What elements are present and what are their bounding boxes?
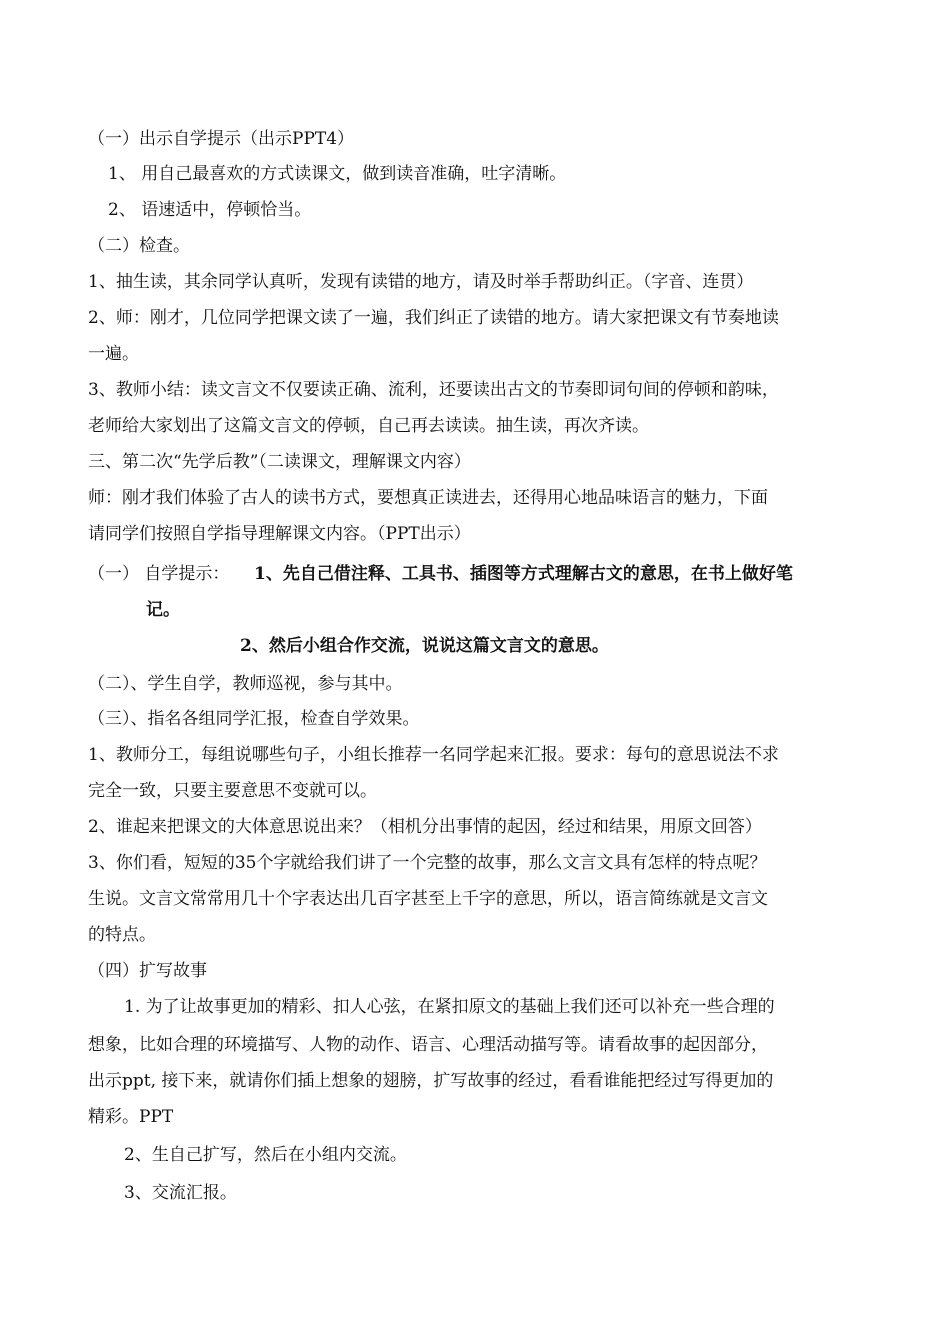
paragraph-line: 想象，比如合理的环境描写、人物的动作、语言、心理活动描写等。请看故事的起因部分， (88, 1035, 768, 1055)
list-item: 3、交流汇报。 (124, 1183, 237, 1203)
paragraph-line: 精彩。PPT (88, 1107, 174, 1127)
self-study-tip-2: 2、然后小组合作交流，说说这篇文言文的意思。 (240, 636, 609, 656)
paragraph-line: 的特点。 (88, 925, 156, 945)
section-heading: （二）、学生自学，教师巡视，参与其中。 (88, 674, 403, 694)
list-item: 2、生自己扩写，然后在小组内交流。 (124, 1145, 407, 1165)
paragraph-line: 师：刚才我们体验了古人的读书方式，要想真正读进去，还得用心地品味语言的魅力，下面 (88, 488, 768, 508)
paragraph-line: 完全一致，只要主要意思不变就可以。 (88, 781, 377, 801)
paragraph-line: 2、师：刚才，几位同学把课文读了一遍，我们纠正了读错的地方。请大家把课文有节奏地读 (88, 308, 779, 328)
paragraph-line: 3、你们看，短短的35个字就给我们讲了一个完整的故事，那么文言文具有怎样的特点呢？ (88, 853, 767, 873)
paragraph-line: 1、抽生读，其余同学认真听，发现有读错的地方，请及时举手帮助纠正。（字音、连贯） (88, 272, 754, 292)
paragraph-line: 1. 为了让故事更加的精彩、扣人心弦，在紧扣原文的基础上我们还可以补充一些合理的 (124, 997, 775, 1017)
list-item: 2、 语速适中，停顿恰当。 (108, 200, 312, 220)
section-heading: 三、第二次“先学后教”（二读课文，理解课文内容） (88, 452, 471, 472)
self-study-tip-1-cont: 记。 (146, 600, 180, 620)
section-heading: （一）出示自学提示（出示PPT4） (88, 129, 355, 149)
paragraph-line: 3、教师小结：读文言文不仅要读正确、流利，还要读出古文的节奏即词句间的停顿和韵味， (88, 380, 779, 400)
paragraph-line: 生说。文言文常常用几十个字表达出几百字甚至上千字的意思，所以，语言简练就是文言文 (88, 889, 768, 909)
section-heading: （三）、指名各组同学汇报，检查自学效果。 (88, 709, 420, 729)
self-study-tip-label: （一） 自学提示： (88, 564, 230, 584)
paragraph-line: 2、谁起来把课文的大体意思说出来？（相机分出事情的起因，经过和结果，用原文回答） (88, 817, 762, 837)
paragraph-line: 请同学们按照自学指导理解课文内容。（PPT出示） (88, 524, 471, 544)
self-study-tip-1: 1、先自己借注释、工具书、插图等方式理解古文的意思，在书上做好笔 (254, 564, 793, 584)
paragraph-line: 1、教师分工，每组说哪些句子，小组长推荐一名同学起来汇报。要求：每句的意思说法不求 (88, 745, 779, 765)
list-item: 1、 用自己最喜欢的方式读课文，做到读音准确，吐字清晰。 (108, 164, 567, 184)
section-heading: （四）扩写故事 (88, 961, 207, 981)
paragraph-line: 老师给大家划出了这篇文言文的停顿，自己再去读读。抽生读，再次齐读。 (88, 416, 649, 436)
section-heading: （二）检查。 (88, 236, 190, 256)
paragraph-line: 一遍。 (88, 344, 139, 364)
paragraph-line: 出示ppt, 接下来，就请你们插上想象的翅膀，扩写故事的经过，看看谁能把经过写得更加的 (88, 1071, 774, 1091)
